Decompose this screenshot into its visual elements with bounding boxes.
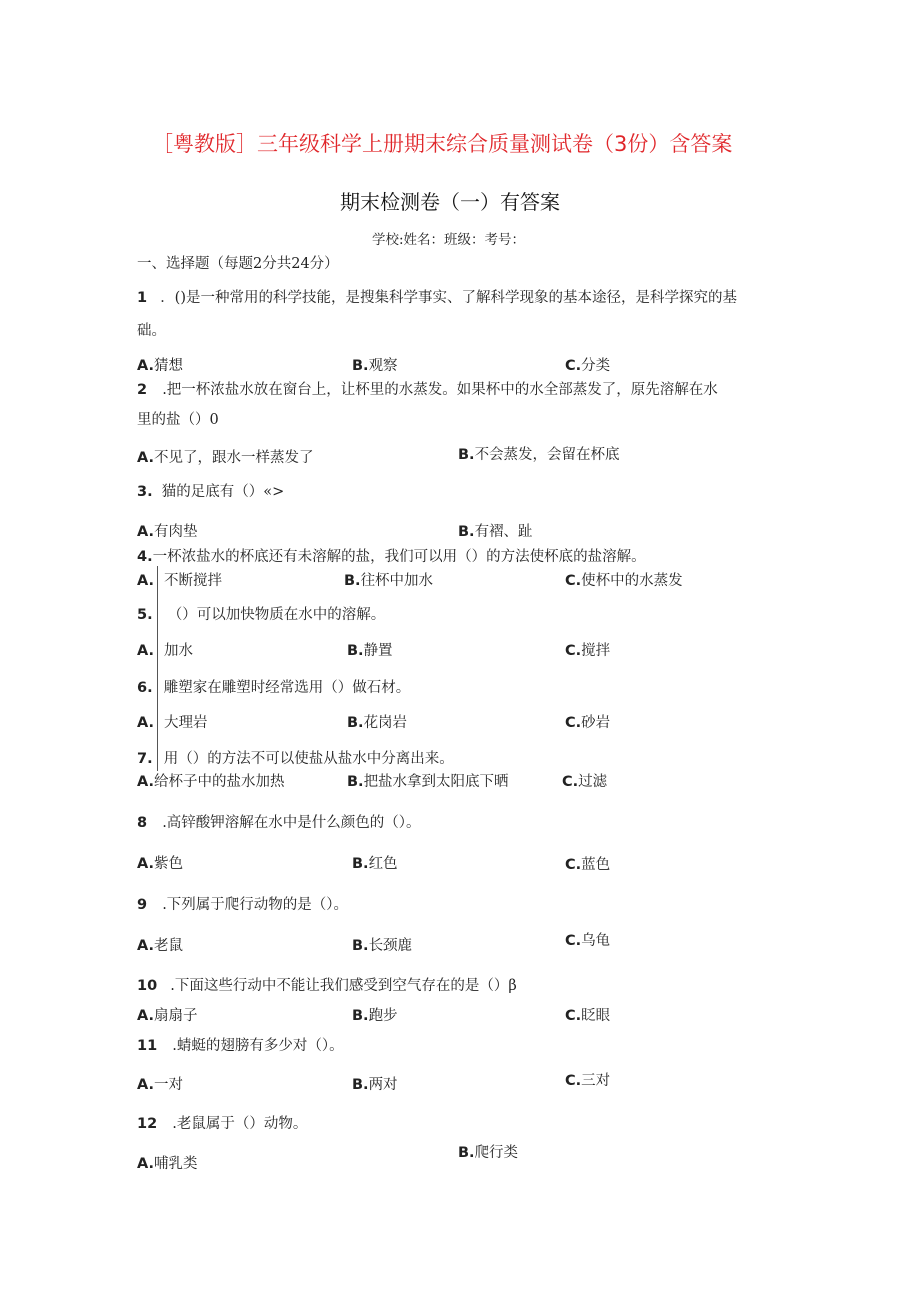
question-number: 5. — [137, 607, 153, 623]
option-c — [565, 853, 610, 874]
option-c — [565, 569, 683, 590]
option-letter: C. — [565, 573, 582, 589]
option-text: 过滤 — [578, 774, 608, 790]
option-a — [137, 569, 222, 590]
option-b — [344, 569, 433, 590]
option-text: 哺乳类 — [154, 1156, 198, 1172]
option-letter: B. — [458, 524, 475, 540]
question-number: 2 — [137, 382, 148, 398]
option-text: 两对 — [368, 1077, 398, 1093]
option-letter: B. — [347, 774, 364, 790]
option-text: 大理岩 — [164, 715, 208, 731]
option-c — [565, 929, 610, 950]
option-letter: C. — [565, 933, 582, 949]
student-info-line: 学校:姓名：班级：考号： — [372, 232, 526, 248]
option-b — [352, 934, 412, 955]
question-5 — [137, 603, 385, 624]
option-letter: A. — [137, 715, 154, 731]
option-c — [562, 770, 607, 791]
option-letter: A. — [137, 450, 154, 466]
question-text: .下列属于爬行动物的是（）。 — [162, 897, 349, 913]
question-number: 9 — [137, 897, 148, 913]
option-text: 砂岩 — [581, 715, 611, 731]
question-text: .老鼠属于（）动物。 — [172, 1116, 308, 1132]
margin-rule — [157, 566, 158, 771]
option-a — [137, 446, 314, 467]
question-text: ．()是一种常用的科学技能，是搜集科学事实、了解科学现象的基本途径，是科学探究的基 — [160, 290, 737, 306]
option-letter: B. — [347, 715, 364, 731]
option-text: 长颈鹿 — [368, 938, 413, 954]
option-text: 扇扇子 — [154, 1008, 198, 1024]
question-number: 6. — [137, 680, 153, 696]
option-letter: B. — [347, 643, 364, 659]
option-b — [352, 1073, 398, 1094]
question-text: .把一杯浓盐水放在窗台上，让杯里的水蒸发。如果杯中的水全部蒸发了，原先溶解在水 — [162, 382, 718, 398]
question-12 — [137, 1112, 307, 1133]
question-text: 一杯浓盐水的杯底还有未溶解的盐，我们可以用（）的方法使杯底的盐溶解。 — [152, 549, 646, 565]
question-text: .高锌酸钾溶解在水中是什么颜色的（）。 — [162, 815, 421, 831]
option-text: 眨眼 — [581, 1008, 611, 1024]
question-text: .下面这些行动中不能让我们感受到空气存在的是（）β — [170, 978, 517, 994]
option-letter: B. — [352, 856, 369, 872]
option-letter: C. — [562, 774, 579, 790]
option-text: 给杯子中的盐水加热 — [154, 774, 285, 790]
option-letter: A. — [137, 1156, 154, 1172]
option-text: 不断搅拌 — [164, 573, 222, 589]
option-text: 花岗岩 — [363, 715, 408, 731]
option-b — [458, 443, 620, 464]
option-a — [137, 520, 198, 541]
question-text: 雕塑家在雕塑时经常选用（）做石材。 — [163, 680, 411, 696]
option-a — [137, 1004, 198, 1025]
option-letter: A. — [137, 524, 154, 540]
section-heading: 一、选择题（每题2分共24分） — [137, 256, 339, 272]
option-text: 蓝色 — [581, 857, 611, 873]
option-c — [565, 1069, 610, 1090]
option-a — [137, 770, 285, 791]
option-a — [137, 852, 183, 873]
option-text: 三对 — [581, 1073, 611, 1089]
option-letter: A. — [137, 1077, 154, 1093]
option-a — [137, 639, 193, 660]
exam-subtitle: 期末检测卷（一）有答案 — [340, 190, 560, 214]
question-8 — [137, 811, 421, 832]
option-letter: A. — [137, 774, 154, 790]
question-1 — [137, 286, 737, 307]
option-letter: C. — [565, 358, 582, 374]
question-text: 猫的足底有（）«> — [161, 484, 285, 500]
question-number: 12 — [137, 1116, 158, 1132]
option-text: 紫色 — [154, 856, 183, 872]
option-letter: B. — [352, 938, 369, 954]
option-b — [352, 354, 398, 375]
question-3 — [137, 480, 284, 501]
option-text: 有肉垫 — [154, 524, 198, 540]
option-text: 搅拌 — [581, 643, 611, 659]
option-b — [352, 852, 398, 873]
option-text: 老鼠 — [154, 938, 183, 954]
option-a — [137, 354, 183, 375]
option-b — [458, 1141, 518, 1162]
option-text: 不见了，跟水一样蒸发了 — [154, 450, 314, 466]
option-letter: C. — [565, 715, 582, 731]
option-c — [565, 639, 610, 660]
option-letter: B. — [344, 573, 361, 589]
option-c — [565, 354, 610, 375]
option-text: 把盐水拿到太阳底下晒 — [363, 774, 509, 790]
question-4 — [137, 545, 646, 566]
option-b — [347, 711, 407, 732]
question-7 — [137, 747, 454, 768]
document-title: ［粤教版］三年级科学上册期末综合质量测试卷（3份）含答案 — [152, 132, 733, 156]
option-letter: B. — [352, 1077, 369, 1093]
option-letter: A. — [137, 358, 154, 374]
option-text: 分类 — [581, 358, 611, 374]
question-text: .蜻蜓的翅膀有多少对（）。 — [172, 1038, 344, 1054]
question-2-continuation: 里的盐（）0 — [137, 412, 219, 428]
option-letter: C. — [565, 643, 582, 659]
question-6 — [137, 676, 410, 697]
option-text: 不会蒸发，会留在杯底 — [474, 447, 620, 463]
option-text: 乌龟 — [581, 933, 611, 949]
question-10 — [137, 974, 517, 995]
question-text: （）可以加快物质在水中的溶解。 — [167, 607, 386, 623]
option-a — [137, 934, 183, 955]
option-letter: A. — [137, 856, 154, 872]
option-a — [137, 1073, 183, 1094]
option-b — [352, 1004, 398, 1025]
question-number: 3. — [137, 484, 153, 500]
question-text: 用（）的方法不可以使盐从盐水中分离出来。 — [163, 751, 454, 767]
option-letter: A. — [137, 938, 154, 954]
option-letter: C. — [565, 857, 582, 873]
option-text: 加水 — [164, 643, 193, 659]
option-text: 往杯中加水 — [360, 573, 434, 589]
question-2 — [137, 378, 718, 399]
option-letter: A. — [137, 643, 154, 659]
option-letter: B. — [352, 358, 369, 374]
question-number: 11 — [137, 1038, 158, 1054]
option-letter: C. — [565, 1008, 582, 1024]
question-11 — [137, 1034, 344, 1055]
question-number: 4. — [137, 549, 153, 565]
option-text: 爬行类 — [474, 1145, 519, 1161]
option-letter: B. — [352, 1008, 369, 1024]
option-letter: A. — [137, 573, 154, 589]
option-b — [347, 639, 393, 660]
option-text: 观察 — [368, 358, 398, 374]
question-number: 7. — [137, 751, 153, 767]
option-b — [347, 770, 509, 791]
option-text: 静置 — [363, 643, 393, 659]
option-c — [565, 1004, 610, 1025]
option-letter: A. — [137, 1008, 154, 1024]
option-text: 一对 — [154, 1077, 183, 1093]
option-letter: B. — [458, 1145, 475, 1161]
option-b — [458, 520, 533, 541]
option-text: 猜想 — [154, 358, 183, 374]
option-text: 使杯中的水蒸发 — [581, 573, 683, 589]
option-c — [565, 711, 610, 732]
option-letter: B. — [458, 447, 475, 463]
option-text: 跑步 — [368, 1008, 398, 1024]
question-9 — [137, 893, 348, 914]
option-text: 有褶、趾 — [474, 524, 533, 540]
option-letter: C. — [565, 1073, 582, 1089]
question-1-continuation: 础。 — [137, 323, 166, 339]
question-number: 1 — [137, 290, 148, 306]
option-a — [137, 711, 208, 732]
option-a — [137, 1152, 198, 1173]
question-number: 8 — [137, 815, 148, 831]
question-number: 10 — [137, 978, 158, 994]
option-text: 红色 — [368, 856, 398, 872]
